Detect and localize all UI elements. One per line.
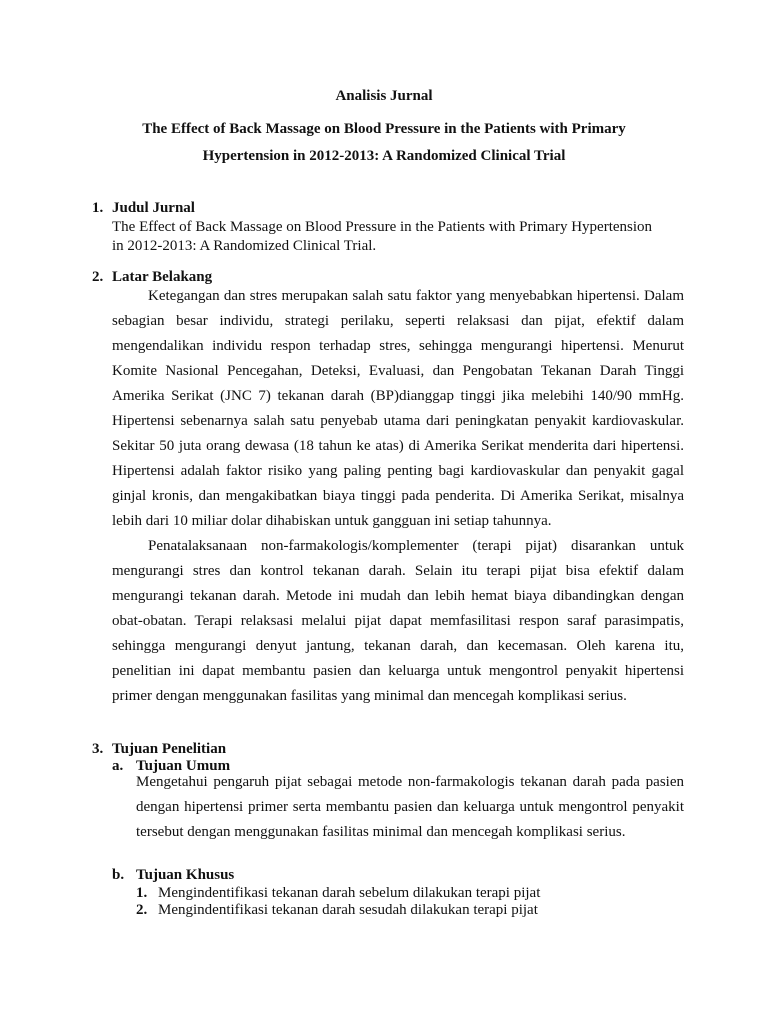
- section-1-body-line2: in 2012-2013: A Randomized Clinical Trial.: [112, 238, 377, 254]
- journal-title-line1: The Effect of Back Massage on Blood Pressure in the Patients with Primary: [142, 121, 626, 137]
- subsection-a-body: [136, 770, 684, 845]
- list-item-number: 2.: [136, 902, 148, 918]
- section-1-heading: Judul Jurnal: [112, 200, 195, 216]
- subsection-b-heading: Tujuan Khusus: [136, 867, 235, 883]
- list-item-number: 1.: [136, 885, 148, 901]
- journal-title-line2: Hypertension in 2012-2013: A Randomized Clinical Trial: [202, 148, 566, 164]
- section-2-heading: Latar Belakang: [112, 269, 213, 285]
- document-label: Analisis Jurnal: [335, 88, 433, 104]
- section-2-number: 2.: [92, 269, 104, 285]
- list-item: Mengindentifikasi tekanan darah sebelum dilakukan terapi pijat: [158, 885, 541, 901]
- paragraph: Penatalaksanaan non-farmakologis/komplementer (terapi pijat) disarankan untuk mengurangi stres dan kontrol tekanan darah. Selain itu terapi pijat bisa efektif dalam mengurangi tekanan darah. Metode ini mudah dan lebih hemat biaya dibandingkan dengan obat-obatan. Terapi relaksasi melalui pijat dapat memfasilitasi respon saraf parasimpatis, sehingga mengurangi denyut jantung, tekanan darah, dan kecemasan. Oleh karena itu, penelitian ini dapat membantu pasien dan keluarga untuk mengontrol penyakit hipertensi primer dengan menggunakan fasilitas yang minimal dan mencegah komplikasi serius.: [112, 538, 684, 704]
- subsection-a-letter: a.: [112, 758, 124, 774]
- section-3-number: 3.: [92, 741, 104, 757]
- subsection-b-letter: b.: [112, 867, 125, 883]
- section-3-heading: Tujuan Penelitian: [112, 741, 227, 757]
- subsection-a-heading: Tujuan Umum: [136, 758, 231, 774]
- section-2-body: [112, 284, 684, 709]
- section-1-body-line1: The Effect of Back Massage on Blood Pressure in the Patients with Primary Hypertension: [112, 219, 653, 235]
- paragraph: Ketegangan dan stres merupakan salah satu faktor yang menyebabkan hipertensi. Dalam sebagian besar individu, strategi perilaku, seperti relaksasi dan pijat, efektif dalam mengendalikan individu respon terhadap stres, sehingga mengurangi hipertensi. Menurut Komite Nasional Pencegahan, Deteksi, Evaluasi, dan Pengobatan Tekanan Darah Tinggi Amerika Serikat (JNC 7) tekanan darah (BP)dianggap tinggi jika melebihi 140/90 mmHg. Hipertensi sebenarnya salah satu penyebab utama dari peningkatan penyakit kardiovaskular. Sekitar 50 juta orang dewasa (18 tahun ke atas) di Amerika Serikat menderita dari hipertensi. Hipertensi adalah faktor risiko yang paling penting bagi kardiovaskular dan penyakit gagal ginjal kronis, dan mengakibatkan biaya tinggi pada penderita. Di Amerika Serikat, misalnya lebih dari 10 miliar dolar dihabiskan untuk gangguan ini setiap tahunnya.: [112, 288, 684, 529]
- section-1-number: 1.: [92, 200, 104, 216]
- list-item: Mengindentifikasi tekanan darah sesudah dilakukan terapi pijat: [158, 902, 538, 918]
- paragraph: Mengetahui pengaruh pijat sebagai metode non-farmakologis tekanan darah pada pasien dengan hipertensi primer serta membantu pasien dan keluarga untuk mengontrol penyakit tersebut dengan menggunakan fasilitas minimal dan mencegah komplikasi serius.: [136, 774, 684, 840]
